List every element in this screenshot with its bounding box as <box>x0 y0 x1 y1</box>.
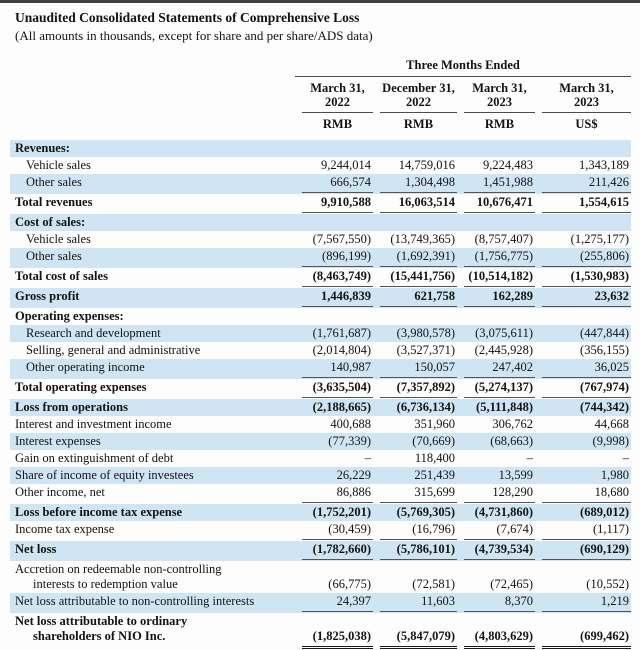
row-label-line: Share of income of equity investees <box>15 468 194 482</box>
column-header <box>380 81 457 113</box>
value-cell: 1,446,839 <box>302 289 373 307</box>
row-label <box>10 289 295 307</box>
value-cell: (72,465) <box>490 577 533 591</box>
row-label <box>10 562 295 592</box>
row-label <box>10 215 295 230</box>
row-label-line: Loss from operations <box>15 400 128 414</box>
row-label <box>10 485 295 503</box>
value-cell: (15,441,756) <box>380 269 457 287</box>
page-subtitle: (All amounts in thousands, except for share and per share/ADS data) <box>15 28 373 43</box>
value-cell: 1,343,189 <box>579 158 629 172</box>
table-row <box>10 521 631 541</box>
span-header-row <box>10 58 631 77</box>
value-cell: (10,552) <box>586 577 629 591</box>
currency-label: RMB <box>403 117 434 131</box>
row-label <box>10 614 295 649</box>
value-cell: (6,736,134) <box>396 400 455 414</box>
value-cell: 118,400 <box>414 451 455 465</box>
row-label-line: Vehicle sales <box>26 158 91 172</box>
document-header <box>0 3 640 44</box>
value-cell: 128,290 <box>464 485 535 503</box>
row-label <box>10 175 295 193</box>
table-row <box>10 450 631 467</box>
row-label-line: Interest and investment income <box>15 417 172 431</box>
value-cell: (1,825,038) <box>302 629 373 649</box>
value-cell: 400,688 <box>330 417 371 431</box>
value-cell: (5,274,137) <box>464 380 535 398</box>
value-cell: (66,775) <box>328 577 371 591</box>
currency-label: RMB <box>484 117 515 131</box>
value-cell: (3,980,578) <box>396 326 455 340</box>
value-cell: (8,463,749) <box>302 269 373 287</box>
row-label <box>10 468 295 483</box>
value-cell: 140,987 <box>302 360 373 378</box>
table-row <box>10 214 631 231</box>
value-cell: (68,663) <box>490 434 533 448</box>
statements-table <box>10 58 631 650</box>
table-row <box>10 248 631 268</box>
table-row <box>10 325 631 342</box>
value-cell: (10,514,182) <box>464 269 535 287</box>
currency-label: US$ <box>575 117 598 131</box>
value-cell: 351,960 <box>414 417 455 431</box>
period-label: March 31, <box>559 81 614 95</box>
currency-row <box>10 117 631 132</box>
value-cell: 36,025 <box>542 360 631 378</box>
table-row <box>10 613 631 650</box>
row-label <box>10 451 295 466</box>
row-label <box>10 195 295 213</box>
value-cell: (744,342) <box>580 400 629 414</box>
value-cell: (896,199) <box>302 249 373 267</box>
value-cell: (1,782,660) <box>302 542 373 560</box>
value-cell: 1,554,615 <box>542 195 631 213</box>
row-label-line: Gain on extinguishment of debt <box>15 451 174 465</box>
row-label-line: Operating expenses: <box>15 309 124 323</box>
value-cell: – <box>526 451 533 465</box>
value-cell: (4,739,534) <box>464 542 535 560</box>
table-row <box>10 561 631 593</box>
row-label <box>10 505 295 520</box>
row-label-line: Interest expenses <box>15 434 101 448</box>
table-row <box>10 541 631 561</box>
value-cell: (1,275,177) <box>570 232 629 246</box>
value-cell: (7,357,892) <box>380 380 457 398</box>
table-row <box>10 504 631 521</box>
value-cell: (447,844) <box>580 326 629 340</box>
value-cell: (1,761,687) <box>312 326 371 340</box>
row-label-line: Other sales <box>26 249 82 263</box>
value-cell: (5,786,101) <box>380 542 457 560</box>
value-cell: (3,527,371) <box>396 343 455 357</box>
row-label-line: Total operating expenses <box>15 380 147 394</box>
table-row <box>10 174 631 194</box>
row-label-line: Other operating income <box>26 360 145 374</box>
value-cell: 150,057 <box>380 360 457 378</box>
year-label: 2023 <box>487 95 512 109</box>
row-label-line: Net loss attributable to non-controlling interests <box>15 594 255 608</box>
row-label <box>10 343 295 358</box>
row-label <box>10 380 295 398</box>
row-label <box>10 141 295 156</box>
value-cell: (30,459) <box>302 522 373 540</box>
period-label: March 31, <box>472 81 527 95</box>
row-label <box>10 594 295 612</box>
value-cell: 1,451,988 <box>464 175 535 193</box>
row-label-line: Cost of sales: <box>15 215 86 229</box>
value-cell: (5,111,848) <box>476 400 533 414</box>
value-cell: 162,289 <box>464 289 535 307</box>
value-cell: (1,692,391) <box>380 249 457 267</box>
table-row <box>10 157 631 174</box>
value-cell: – <box>364 451 371 465</box>
value-cell: 666,574 <box>302 175 373 193</box>
column-header-row <box>10 81 631 113</box>
value-cell: 86,886 <box>302 485 373 503</box>
value-cell: 9,224,483 <box>483 158 533 172</box>
value-cell: (4,803,629) <box>464 629 535 649</box>
value-cell: (699,462) <box>542 629 631 649</box>
value-cell: (72,581) <box>412 577 455 591</box>
row-label <box>10 522 295 540</box>
value-cell: 8,370 <box>464 594 535 612</box>
row-label <box>10 542 295 560</box>
row-label-line: Accretion on redeemable non-controlling <box>15 562 222 576</box>
value-cell: 10,676,471 <box>464 195 535 213</box>
row-label-line: Gross profit <box>15 289 80 303</box>
row-label <box>10 232 295 247</box>
row-label <box>10 326 295 341</box>
value-cell: 306,762 <box>492 417 533 431</box>
value-cell: (1,530,983) <box>542 269 631 287</box>
value-cell: (767,974) <box>542 380 631 398</box>
value-cell: 247,402 <box>464 360 535 378</box>
row-label-line: Net loss attributable to ordinary <box>15 614 188 628</box>
table-row <box>10 416 631 433</box>
table-row <box>10 399 631 416</box>
row-label-line: Revenues: <box>15 141 70 155</box>
value-cell: (5,769,305) <box>396 505 455 519</box>
value-cell: – <box>622 451 629 465</box>
value-cell: 11,603 <box>380 594 457 612</box>
column-header <box>464 81 535 113</box>
row-label-line: interests to redemption value <box>33 577 178 591</box>
row-label <box>10 249 295 267</box>
row-label <box>10 158 295 173</box>
value-cell: 13,599 <box>498 468 533 482</box>
value-cell: 211,426 <box>542 175 631 193</box>
value-cell: (255,806) <box>542 249 631 267</box>
year-label: 2022 <box>406 95 431 109</box>
table-row <box>10 268 631 288</box>
value-cell: (356,155) <box>580 343 629 357</box>
page-title: Unaudited Consolidated Statements of Comprehensive Loss <box>15 10 360 25</box>
value-cell: (2,445,928) <box>474 343 533 357</box>
table-row <box>10 433 631 450</box>
table-row <box>10 359 631 379</box>
row-label-line: Total cost of sales <box>15 269 108 283</box>
row-label-line: Selling, general and administrative <box>26 343 201 357</box>
column-header <box>542 81 631 113</box>
table-row <box>10 593 631 613</box>
table-row <box>10 484 631 504</box>
value-cell: (7,674) <box>464 522 535 540</box>
row-label-line: shareholders of NIO Inc. <box>33 629 166 643</box>
value-cell: 23,632 <box>542 289 631 307</box>
label-column-spacer <box>10 117 295 132</box>
column-header <box>302 81 373 113</box>
value-cell: 621,758 <box>380 289 457 307</box>
value-cell: 14,759,016 <box>398 158 455 172</box>
value-cell: (7,567,550) <box>312 232 371 246</box>
value-cell: (9,998) <box>592 434 629 448</box>
table-row <box>10 467 631 484</box>
table-row <box>10 140 631 157</box>
year-label: 2023 <box>574 95 599 109</box>
row-label <box>10 360 295 378</box>
value-cell: 1,304,498 <box>380 175 457 193</box>
value-cell: 26,229 <box>336 468 371 482</box>
value-cell: (3,635,504) <box>302 380 373 398</box>
value-cell: 16,063,514 <box>380 195 457 213</box>
row-label-line: Loss before income tax expense <box>15 505 183 519</box>
row-label-line: Total revenues <box>15 195 93 209</box>
value-cell: 251,439 <box>414 468 455 482</box>
value-cell: 1,219 <box>542 594 631 612</box>
row-label <box>10 269 295 287</box>
value-cell: (1,756,775) <box>464 249 535 267</box>
value-cell: 9,910,588 <box>302 195 373 213</box>
value-cell: 44,668 <box>594 417 629 431</box>
value-cell: (690,129) <box>542 542 631 560</box>
table-row <box>10 342 631 359</box>
currency-label: RMB <box>322 117 353 131</box>
period-label: March 31, <box>310 81 365 95</box>
table-row <box>10 379 631 399</box>
row-label-line: Other sales <box>26 175 82 189</box>
row-label-line: Income tax expense <box>15 522 115 536</box>
row-label-line: Vehicle sales <box>26 232 91 246</box>
value-cell: (4,731,860) <box>474 505 533 519</box>
year-label: 2022 <box>325 95 350 109</box>
table-row <box>10 194 631 214</box>
table-row <box>10 308 631 325</box>
value-cell: 1,980 <box>600 468 629 482</box>
value-cell: (3,075,611) <box>475 326 533 340</box>
table-body <box>10 140 631 650</box>
label-column-spacer <box>10 81 295 113</box>
table-row <box>10 288 631 308</box>
value-cell: 315,699 <box>380 485 457 503</box>
row-label <box>10 417 295 432</box>
row-label <box>10 434 295 449</box>
value-cell: (77,339) <box>328 434 371 448</box>
value-cell: (8,757,407) <box>474 232 533 246</box>
row-label <box>10 400 295 415</box>
value-cell: (2,014,804) <box>312 343 371 357</box>
value-cell: 9,244,014 <box>321 158 371 172</box>
row-label <box>10 309 295 324</box>
row-label-line: Research and development <box>26 326 161 340</box>
value-cell: (5,847,079) <box>380 629 457 649</box>
row-label-line: Other income, net <box>15 485 105 499</box>
value-cell: (13,749,365) <box>390 232 455 246</box>
value-cell: (1,752,201) <box>312 505 371 519</box>
value-cell: (16,796) <box>380 522 457 540</box>
table-row <box>10 231 631 248</box>
value-cell: (1,117) <box>542 522 631 540</box>
value-cell: 18,680 <box>542 485 631 503</box>
value-cell: (70,669) <box>412 434 455 448</box>
span-header: Three Months Ended <box>295 58 631 77</box>
row-label-line: Net loss <box>15 542 57 556</box>
value-cell: (2,188,665) <box>312 400 371 414</box>
value-cell: (689,012) <box>580 505 629 519</box>
label-column-spacer <box>10 58 295 77</box>
period-label: December 31, <box>382 81 455 95</box>
value-cell: 24,397 <box>302 594 373 612</box>
